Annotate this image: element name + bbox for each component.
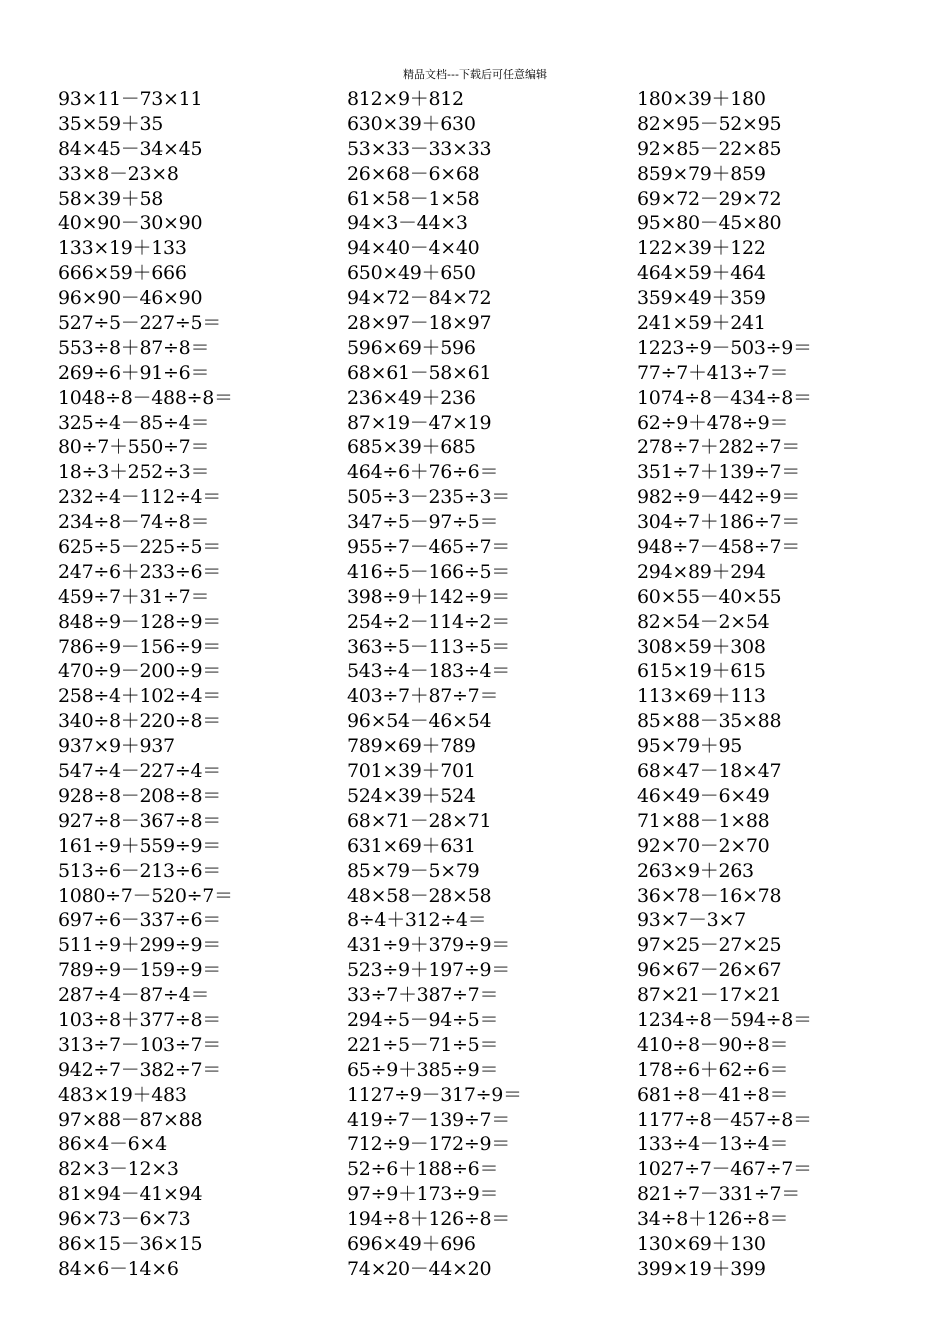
math-problem: 178÷6＋62÷6＝ — [637, 1058, 789, 1081]
math-problem: 68×61－58×61 — [347, 361, 492, 384]
math-problem: 982÷9－442÷9＝ — [637, 486, 800, 509]
math-problem: 26×68－6×68 — [347, 162, 480, 185]
math-problem: 92×70－2×70 — [637, 834, 770, 857]
math-problem: 523÷9＋197÷9＝ — [347, 959, 510, 982]
math-problem: 464÷6＋76÷6＝ — [347, 461, 499, 484]
math-problem: 1048÷8－488÷8＝ — [58, 386, 233, 409]
math-problem: 94×72－84×72 — [347, 287, 492, 310]
math-problem: 221÷5－71÷5＝ — [347, 1033, 499, 1056]
math-problem: 1223÷9－503÷9＝ — [637, 336, 812, 359]
math-problem: 347÷5－97÷5＝ — [347, 511, 499, 534]
math-problem: 84×45－34×45 — [58, 137, 203, 160]
math-problem: 524×39＋524 — [347, 784, 476, 807]
math-problem: 254÷2－114÷2＝ — [347, 610, 510, 633]
math-problem: 294×89＋294 — [637, 560, 766, 583]
math-problem: 789÷9－159÷9＝ — [58, 959, 221, 982]
math-problem: 58×39＋58 — [58, 187, 164, 210]
math-problem: 258÷4＋102÷4＝ — [58, 685, 221, 708]
math-problem: 61×58－1×58 — [347, 187, 480, 210]
math-problem: 113×69＋113 — [637, 685, 766, 708]
math-problem: 527÷5－227÷5＝ — [58, 312, 221, 335]
math-problem: 82×3－12×3 — [58, 1158, 179, 1181]
math-problem: 403÷7＋87÷7＝ — [347, 685, 499, 708]
math-problem: 94×40－4×40 — [347, 237, 480, 260]
math-problem: 68×47－18×47 — [637, 760, 782, 783]
page-header: 精品文档---下载后可任意编辑 — [403, 68, 547, 81]
math-problem: 82×54－2×54 — [637, 610, 770, 633]
math-problem: 812×9＋812 — [347, 88, 464, 110]
math-problem: 69×72－29×72 — [637, 187, 782, 210]
math-problem: 410÷8－90÷8＝ — [637, 1033, 789, 1056]
math-problem: 133×19＋133 — [58, 237, 187, 260]
math-problem: 666×59＋666 — [58, 262, 187, 285]
math-problem: 547÷4－227÷4＝ — [58, 760, 221, 783]
math-problem: 33×8－23×8 — [58, 162, 179, 185]
math-problem: 236×49＋236 — [347, 386, 476, 409]
math-problem: 278÷7＋282÷7＝ — [637, 436, 800, 459]
math-problem: 122×39＋122 — [637, 237, 766, 260]
math-problem: 35×59＋35 — [58, 112, 164, 135]
math-problem: 696×49＋696 — [347, 1232, 476, 1255]
math-problem: 180×39＋180 — [637, 88, 766, 110]
math-problem: 96×73－6×73 — [58, 1208, 191, 1231]
math-problem: 948÷7－458÷7＝ — [637, 536, 800, 559]
math-problem: 34÷8＋126÷8＝ — [637, 1208, 789, 1231]
math-problem: 340÷8＋220÷8＝ — [58, 710, 221, 733]
math-problem: 87×19－47×19 — [347, 411, 492, 434]
math-problem: 8÷4＋312÷4＝ — [347, 909, 487, 932]
math-problem: 74×20－44×20 — [347, 1257, 492, 1280]
math-problem: 36×78－16×78 — [637, 884, 782, 907]
math-problem: 97×25－27×25 — [637, 934, 782, 957]
math-problem: 287÷4－87÷4＝ — [58, 984, 210, 1007]
math-problem: 483×19＋483 — [58, 1083, 187, 1106]
math-problem: 464×59＋464 — [637, 262, 766, 285]
math-problem: 942÷7－382÷7＝ — [58, 1058, 221, 1081]
math-problem: 97×88－87×88 — [58, 1108, 203, 1131]
math-problem: 701×39＋701 — [347, 760, 476, 783]
math-problem: 927÷8－367÷8＝ — [58, 809, 221, 832]
math-problem: 232÷4－112÷4＝ — [58, 486, 221, 509]
math-problem: 511÷9＋299÷9＝ — [58, 934, 221, 957]
math-problem: 85×88－35×88 — [637, 710, 782, 733]
math-problem: 1080÷7－520÷7＝ — [58, 884, 233, 907]
math-problem: 93×7－3×7 — [637, 909, 746, 932]
math-problem: 431÷9＋379÷9＝ — [347, 934, 510, 957]
math-problem: 294÷5－94÷5＝ — [347, 1008, 499, 1031]
math-problem: 630×39＋630 — [347, 112, 476, 135]
math-problem: 786÷9－156÷9＝ — [58, 635, 221, 658]
math-problem: 82×95－52×95 — [637, 112, 782, 135]
math-problem: 615×19＋615 — [637, 660, 766, 683]
math-problem: 96×67－26×67 — [637, 959, 782, 982]
math-problem: 241×59＋241 — [637, 312, 766, 335]
math-problem: 848÷9－128÷9＝ — [58, 610, 221, 633]
math-problem: 1027÷7－467÷7＝ — [637, 1158, 812, 1181]
math-problem: 1127÷9－317÷9＝ — [347, 1083, 522, 1106]
math-problem: 94×3－44×3 — [347, 212, 468, 235]
math-problem: 95×79＋95 — [637, 735, 743, 758]
math-problem: 697÷6－337÷6＝ — [58, 909, 221, 932]
math-problem: 234÷8－74÷8＝ — [58, 511, 210, 534]
math-problem: 928÷8－208÷8＝ — [58, 784, 221, 807]
math-problem: 470÷9－200÷9＝ — [58, 660, 221, 683]
math-problem: 247÷6＋233÷6＝ — [58, 560, 221, 583]
math-problem: 553÷8＋87÷8＝ — [58, 336, 210, 359]
math-problem: 955÷7－465÷7＝ — [347, 536, 510, 559]
math-problem: 81×94－41×94 — [58, 1183, 203, 1206]
math-problem: 419÷7－139÷7＝ — [347, 1108, 510, 1131]
math-problem: 86×15－36×15 — [58, 1232, 203, 1255]
math-problem: 86×4－6×4 — [58, 1133, 167, 1156]
math-problem: 625÷5－225÷5＝ — [58, 536, 221, 559]
math-problem: 681÷8－41÷8＝ — [637, 1083, 789, 1106]
math-problem: 596×69＋596 — [347, 336, 476, 359]
math-problem: 416÷5－166÷5＝ — [347, 560, 510, 583]
math-problem: 304÷7＋186÷7＝ — [637, 511, 800, 534]
math-problem: 398÷9＋142÷9＝ — [347, 585, 510, 608]
math-problem: 60×55－40×55 — [637, 585, 782, 608]
math-problem: 87×21－17×21 — [637, 984, 782, 1007]
math-problem: 97÷9＋173÷9＝ — [347, 1183, 499, 1206]
problem-column-3 — [637, 87, 812, 1282]
math-problem: 712÷9－172÷9＝ — [347, 1133, 510, 1156]
math-problem: 363÷5－113÷5＝ — [347, 635, 510, 658]
math-problem: 399×19＋399 — [637, 1257, 766, 1280]
math-problem: 359×49＋359 — [637, 287, 766, 310]
math-problem: 96×90－46×90 — [58, 287, 203, 310]
math-problem: 46×49－6×49 — [637, 784, 770, 807]
math-problem: 821÷7－331÷7＝ — [637, 1183, 800, 1206]
math-problem: 18÷3＋252÷3＝ — [58, 461, 210, 484]
math-problem: 543÷4－183÷4＝ — [347, 660, 510, 683]
math-problem: 77÷7＋413÷7＝ — [637, 361, 789, 384]
math-problem: 48×58－28×58 — [347, 884, 492, 907]
math-problem: 859×79＋859 — [637, 162, 766, 185]
math-problem: 650×49＋650 — [347, 262, 476, 285]
math-problem: 52÷6＋188÷6＝ — [347, 1158, 499, 1181]
math-problem: 194÷8＋126÷8＝ — [347, 1208, 510, 1231]
math-problem: 325÷4－85÷4＝ — [58, 411, 210, 434]
math-problem: 313÷7－103÷7＝ — [58, 1033, 221, 1056]
math-problem: 789×69＋789 — [347, 735, 476, 758]
problem-column-1 — [58, 87, 233, 1282]
math-problem: 308×59＋308 — [637, 635, 766, 658]
math-problem: 937×9＋937 — [58, 735, 175, 758]
math-problem: 505÷3－235÷3＝ — [347, 486, 510, 509]
math-problem: 84×6－14×6 — [58, 1257, 179, 1280]
math-problem: 71×88－1×88 — [637, 809, 770, 832]
math-problem: 92×85－22×85 — [637, 137, 782, 160]
math-problem: 93×11－73×11 — [58, 88, 203, 110]
problem-column-2 — [347, 87, 522, 1282]
math-problem: 96×54－46×54 — [347, 710, 492, 733]
math-problem: 133÷4－13÷4＝ — [637, 1133, 789, 1156]
math-problem: 269÷6＋91÷6＝ — [58, 361, 210, 384]
math-problem: 95×80－45×80 — [637, 212, 782, 235]
math-problem: 103÷8＋377÷8＝ — [58, 1008, 221, 1031]
math-problem: 1074÷8－434÷8＝ — [637, 386, 812, 409]
math-problem: 33÷7＋387÷7＝ — [347, 984, 499, 1007]
math-problem: 685×39＋685 — [347, 436, 476, 459]
math-problem: 68×71－28×71 — [347, 809, 492, 832]
math-problem: 80÷7＋550÷7＝ — [58, 436, 210, 459]
math-problem: 40×90－30×90 — [58, 212, 203, 235]
math-problem: 263×9＋263 — [637, 859, 754, 882]
math-problem: 161÷9＋559÷9＝ — [58, 834, 221, 857]
math-problem: 65÷9＋385÷9＝ — [347, 1058, 499, 1081]
math-problem: 513÷6－213÷6＝ — [58, 859, 221, 882]
math-problem: 62÷9＋478÷9＝ — [637, 411, 789, 434]
math-problem: 53×33－33×33 — [347, 137, 492, 160]
math-problem: 631×69＋631 — [347, 834, 476, 857]
math-problem: 351÷7＋139÷7＝ — [637, 461, 800, 484]
math-problem: 28×97－18×97 — [347, 312, 492, 335]
math-problem: 85×79－5×79 — [347, 859, 480, 882]
math-problem: 1234÷8－594÷8＝ — [637, 1008, 812, 1031]
math-problem: 1177÷8－457÷8＝ — [637, 1108, 812, 1131]
math-problem: 130×69＋130 — [637, 1232, 766, 1255]
math-problem: 459÷7＋31÷7＝ — [58, 585, 210, 608]
